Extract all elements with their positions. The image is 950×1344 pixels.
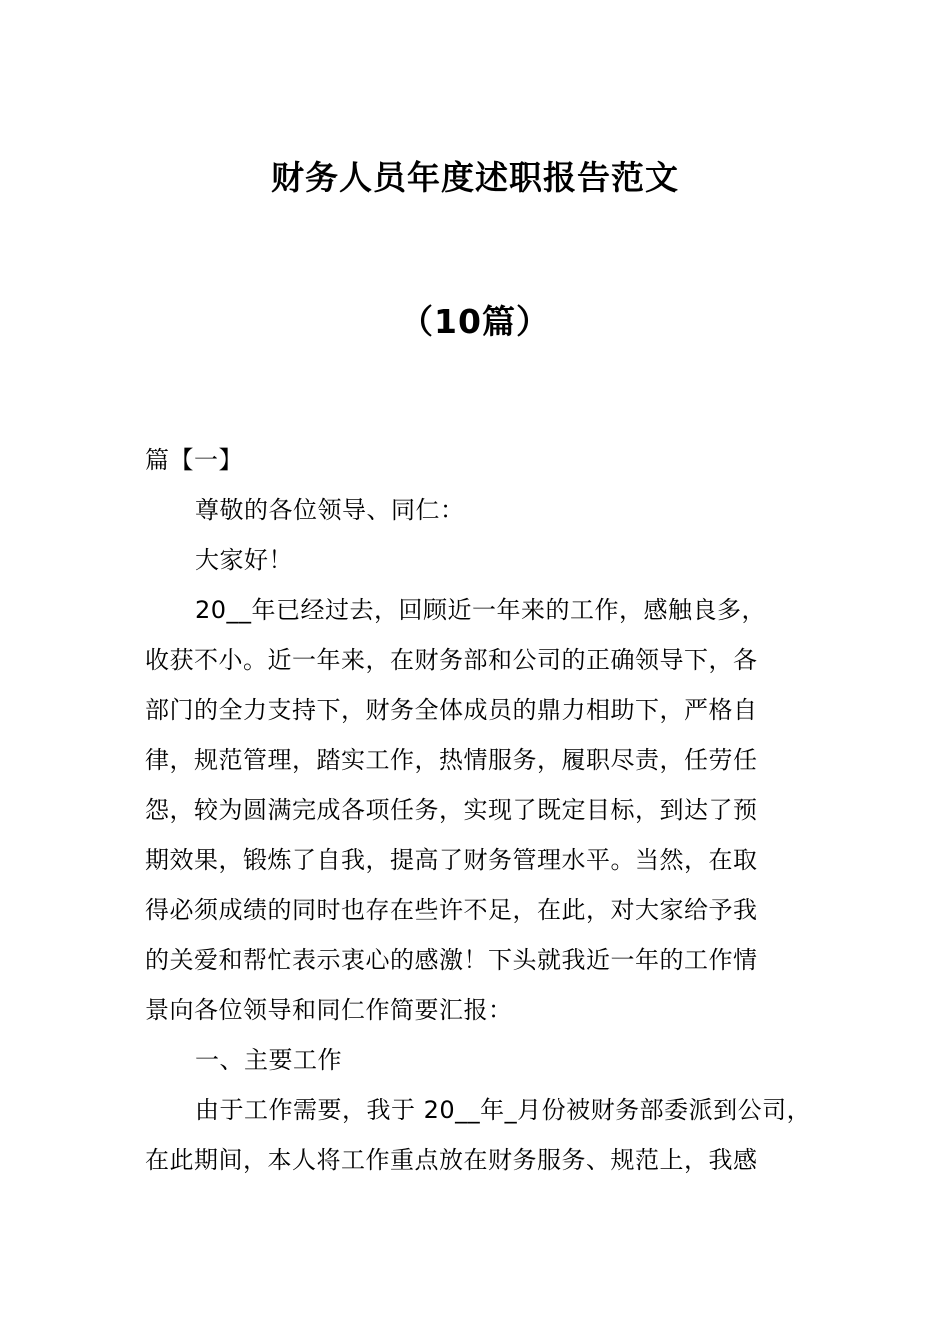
salutation: 尊敬的各位领导、同仁： xyxy=(195,496,465,524)
paragraph-line: 怨，较为圆满完成各项任务，实现了既定目标，到达了预 xyxy=(145,796,758,824)
greeting: 大家好！ xyxy=(195,546,293,574)
paragraph-line: 期效果，锻炼了自我，提高了财务管理水平。当然，在取 xyxy=(145,846,758,874)
paragraph-line: 在此期间，本人将工作重点放在财务服务、规范上，我感 xyxy=(145,1146,758,1174)
paragraph-line: 20__年已经过去，回顾近一年来的工作，感触良多， xyxy=(195,596,767,624)
paragraph-line: 景向各位领导和同仁作简要汇报： xyxy=(145,996,513,1024)
paragraph-line: 部门的全力支持下，财务全体成员的鼎力相助下，严格自 xyxy=(145,696,758,724)
paragraph-line: 得必须成绩的同时也存在些许不足，在此，对大家给予我 xyxy=(145,896,758,924)
section-heading: 篇【一】 xyxy=(145,446,243,474)
paragraph-line: 律，规范管理，踏实工作，热情服务，履职尽责，任劳任 xyxy=(145,746,758,774)
subheading: 一、主要工作 xyxy=(195,1046,342,1074)
document-title: 财务人员年度述职报告范文 xyxy=(271,158,679,197)
paragraph-line: 由于工作需要，我于 20__年_月份被财务部委派到公司， xyxy=(195,1096,812,1124)
paragraph-line: 的关爱和帮忙表示衷心的感激！下头就我近一年的工作情 xyxy=(145,946,758,974)
document-subtitle: （10篇） xyxy=(400,302,550,341)
paragraph-line: 收获不小。近一年来，在财务部和公司的正确领导下，各 xyxy=(145,646,758,674)
